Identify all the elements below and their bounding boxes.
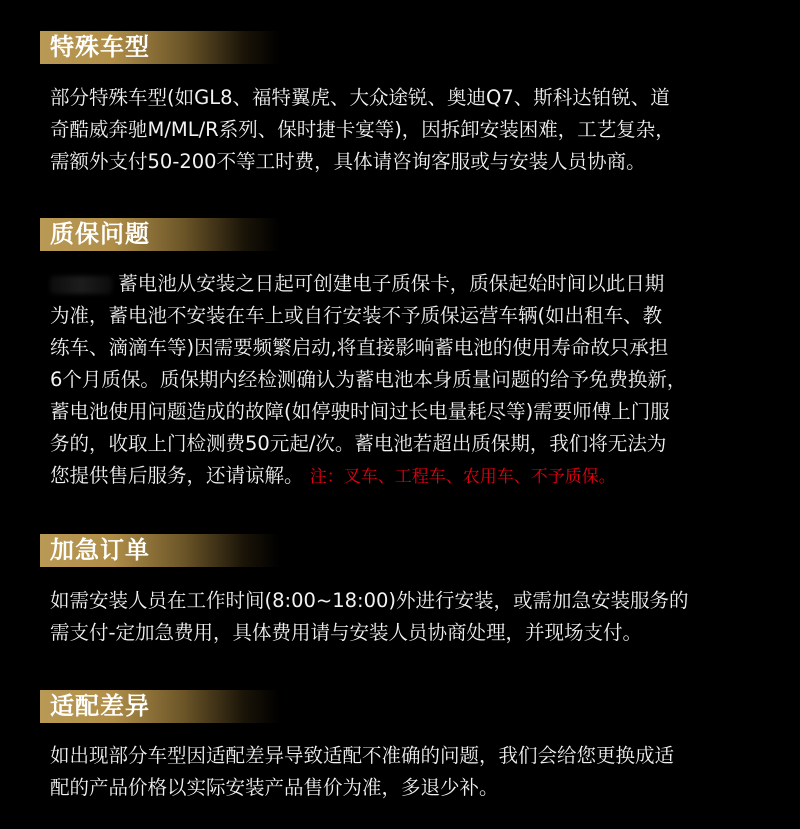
text-line: 6个月质保。质保期内经检测确认为蓄电池本身质量问题的给予免费换新， (50, 368, 687, 391)
section-title-urgent-order: 加急订单 (50, 536, 150, 564)
warranty-text (50, 268, 780, 493)
text-line: 如出现部分车型因适配差异导致适配不准确的问题，我们会给您更换成适 (50, 744, 675, 767)
text-line: 需额外支付50-200不等工时费，具体请咨询客服或与安装人员协商。 (50, 150, 646, 173)
text-line-content: 您提供售后服务，还请谅解。 (50, 464, 304, 487)
text-line: 务的，收取上门检测费50元起/次。蓄电池若超出质保期，我们将无法为 (50, 432, 667, 455)
section-title-special-vehicles: 特殊车型 (50, 33, 150, 61)
text-line: 配的产品价格以实际安装产品售价为准，多退少补。 (50, 776, 499, 799)
text-line: 蓄电池使用问题造成的故障(如停驶时间过长电量耗尽等)需要师傅上门服 (50, 400, 670, 423)
section-title-fit-difference: 适配差异 (50, 692, 150, 720)
text-line (50, 268, 780, 300)
urgent-order-text (50, 585, 780, 649)
text-line: 需支付-定加急费用，具体费用请与安装人员协商处理，并现场支付。 (50, 621, 643, 644)
text-line: 练车、滴滴车等)因需要频繁启动,将直接影响蓄电池的使用寿命故只承担 (50, 336, 669, 359)
text-line: 如需安装人员在工作时间(8:00~18:00)外进行安装，或需加急安装服务的 (50, 589, 689, 612)
text-line (50, 460, 780, 493)
text-line: 奇酷威奔驰M/ML/R系列、保时捷卡宴等)，因拆卸安装困难，工艺复杂， (50, 118, 675, 141)
section-title-warranty: 质保问题 (50, 220, 150, 248)
blurred-logo-image (50, 276, 112, 294)
text-line: 部分特殊车型(如GL8、福特翼虎、大众途锐、奥迪Q7、斯科达铂锐、道 (50, 86, 670, 109)
special-vehicles-text (50, 82, 780, 178)
text-line: 为准，蓄电池不安装在车上或自行安装不予质保运营车辆(如出租车、教 (50, 304, 663, 327)
text-line-content: 蓄电池从安装之日起可创建电子质保卡，质保起始时间以此日期 (118, 272, 665, 295)
fit-difference-text (50, 740, 780, 804)
warranty-exclusion-note: 注：叉车、工程车、农用车、不予质保。 (309, 467, 616, 487)
